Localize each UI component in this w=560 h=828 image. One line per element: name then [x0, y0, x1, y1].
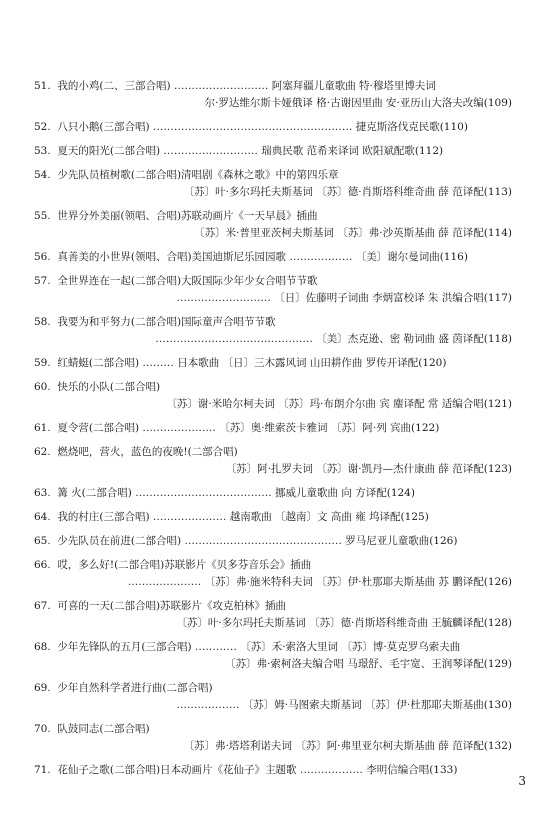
- entry-title-line: 八只小鹅(三部合唱) ………………………………………………… 捷克斯洛伐克民歌(110): [57, 121, 468, 133]
- entry-title-line: 哎，多么好!(二部合唱)苏联影片《贝多芬音乐会》插曲: [57, 559, 312, 571]
- entry-number: 68.: [34, 641, 51, 653]
- entry-title-line: 少先队员植树歌(二部合唱)清唱剧《森林之歌》中的第四乐章: [57, 169, 339, 181]
- entry-number: 67.: [34, 600, 51, 612]
- toc-entry: [34, 143, 512, 160]
- entry-title-line: 红蜻蜓(二部合唱) ……… 日本歌曲 〔日〕三木露风词 山田耕作曲 罗传开译配(120): [57, 357, 447, 369]
- entry-number: 58.: [34, 316, 51, 328]
- entry-credit-line: 〔苏〕叶·多尔玛托夫斯基词 〔苏〕德·肖斯塔科维奇曲 薛 范译配(113): [183, 186, 512, 198]
- entry-credit-line: 〔苏〕阿·扎罗夫词 〔苏〕谢·凯丹—杰什康曲 薛 范译配(123): [225, 463, 512, 475]
- entry-number: 62.: [34, 446, 51, 458]
- entry-number: 54.: [34, 169, 51, 181]
- entry-number: 70.: [34, 723, 51, 735]
- toc-entry: [34, 533, 512, 550]
- entry-credit-line: ………………… 〔苏〕弗·施米特科夫词 〔苏〕伊·杜那耶夫斯基曲 苏 鹏译配(126): [127, 576, 512, 588]
- entry-title-line: 我要为和平努力(二部合唱)国际童声合唱节节歌: [57, 316, 276, 328]
- entry-title-line: 篝 火(二部合唱) ………………………………… 挪威儿童歌曲 向 方译配(124): [57, 487, 415, 499]
- toc-entry: [34, 639, 512, 673]
- entry-number: 69.: [34, 682, 51, 694]
- toc-entry: [34, 355, 512, 372]
- entry-number: 64.: [34, 511, 51, 523]
- entry-credit-line: 〔苏〕米·普里亚茨柯夫斯基词 〔苏〕弗·沙英斯基曲 薛 范译配(114): [194, 227, 512, 239]
- entry-number: 52.: [34, 121, 51, 133]
- entry-title-line: 夏令营(二部合唱) ………………… 〔苏〕奥·维索茨卡雅词 〔苏〕阿·列 宾曲(122): [57, 422, 440, 434]
- toc-entry: [34, 680, 512, 714]
- toc-entry: [34, 762, 512, 779]
- entry-title-line: 少年自然科学者进行曲(二部合唱): [57, 682, 213, 694]
- toc-entry: [34, 557, 512, 591]
- toc-entry: [34, 273, 512, 307]
- toc-entry: [34, 598, 512, 632]
- entry-title-line: 快乐的小队(二部合唱): [57, 381, 161, 393]
- toc-entries: [34, 78, 512, 786]
- entry-credit-line: 〔苏〕叶·多尔玛托夫斯基词 〔苏〕德·肖斯塔科维奇曲 王毓麟译配(128): [176, 617, 512, 629]
- toc-entry: [34, 485, 512, 502]
- toc-entry: [34, 379, 512, 413]
- entry-title-line: 少年先锋队的五月(三部合唱) ………… 〔苏〕禾·索洛大里词 〔苏〕博·莫克罗乌索夫曲: [57, 641, 461, 653]
- entry-title-line: 真善美的小世界(领唱、合唱)美国迪斯尼乐园园歌 ……………… 〔美〕谢尔曼词曲(116): [57, 251, 468, 263]
- entry-title-line: 队鼓同志(二部合唱): [57, 723, 150, 735]
- entry-title-line: 燃烧吧，营火，蓝色的夜晚!(二部合唱): [57, 446, 238, 458]
- toc-entry: [34, 509, 512, 526]
- toc-entry: [34, 721, 512, 755]
- entry-title-line: 可喜的一天(二部合唱)苏联影片《攻克柏林》插曲: [57, 600, 287, 612]
- entry-title-line: 全世界连在一起(二部合唱)大阪国际少年少女合唱节节歌: [57, 275, 318, 287]
- entry-number: 63.: [34, 487, 51, 499]
- entry-number: 51.: [34, 80, 51, 92]
- entry-number: 56.: [34, 251, 51, 263]
- entry-credit-line: 〔苏〕谢·米哈尔柯夫词 〔苏〕玛·布朗介尔曲 宾 麈译配 常 适编合唱(121): [166, 398, 512, 410]
- entry-title-line: 我的小鸡(二、三部合唱) ……………………… 阿塞拜疆儿童歌曲 特·穆塔里博夫词: [57, 80, 436, 92]
- toc-entry: [34, 208, 512, 242]
- entry-number: 61.: [34, 422, 51, 434]
- entry-title-line: 少先队员在前进(二部合唱) ……………………………………… 罗马尼亚儿童歌曲(126): [57, 535, 458, 547]
- toc-entry: [34, 78, 512, 112]
- entry-number: 60.: [34, 381, 51, 393]
- entry-number: 59.: [34, 357, 51, 369]
- toc-entry: [34, 249, 512, 266]
- entry-credit-line: ……………………… 〔日〕佐藤明子词曲 李炳富校译 朱 洪编合唱(117): [176, 292, 512, 304]
- entry-title-line: 世界分外美丽(领唱、合唱)苏联动画片《一天早晨》插曲: [57, 210, 318, 222]
- toc-entry: [34, 314, 512, 348]
- entry-credit-line: 〔苏〕弗·索柯洛夫编合唱 马璟舒、毛宇宽、王润琴译配(129): [225, 658, 512, 670]
- toc-entry: [34, 420, 512, 437]
- entry-title-line: 花仙子之歌(二部合唱)日本动画片《花仙子》主题歌 ……………… 李明信编合唱(133): [57, 764, 458, 776]
- entry-title-line: 我的村庄(三部合唱) ………………… 越南歌曲 〔越南〕文 高曲 雍 坞译配(125): [57, 511, 429, 523]
- entry-number: 53.: [34, 145, 51, 157]
- entry-number: 66.: [34, 559, 51, 571]
- entry-credit-line: ……………………………………… 〔美〕杰克逊、密 勒词曲 盛 茵译配(118): [155, 333, 512, 345]
- entry-credit-line: ……………… 〔苏〕姆·马图索夫斯基词 〔苏〕伊·杜那耶夫斯基曲(130): [176, 699, 512, 711]
- page-number: 3: [518, 774, 526, 788]
- toc-entry: [34, 167, 512, 201]
- entry-title-line: 夏天的阳光(二部合唱) ……………………… 瑞典民歌 范希来译词 欧阳斌配歌(112): [57, 145, 444, 157]
- entry-credit-line: 尔·罗达维尔斯卡娅俄译 格·古谢因里曲 安·亚历山大洛夫改编(109): [204, 97, 512, 109]
- toc-entry: [34, 444, 512, 478]
- entry-number: 65.: [34, 535, 51, 547]
- toc-entry: [34, 119, 512, 136]
- entry-number: 57.: [34, 275, 51, 287]
- entry-number: 55.: [34, 210, 51, 222]
- entry-number: 71.: [34, 764, 51, 776]
- entry-credit-line: 〔苏〕弗·塔塔利诺夫词 〔苏〕阿·弗里亚尔柯夫斯基曲 薛 范译配(132): [183, 740, 512, 752]
